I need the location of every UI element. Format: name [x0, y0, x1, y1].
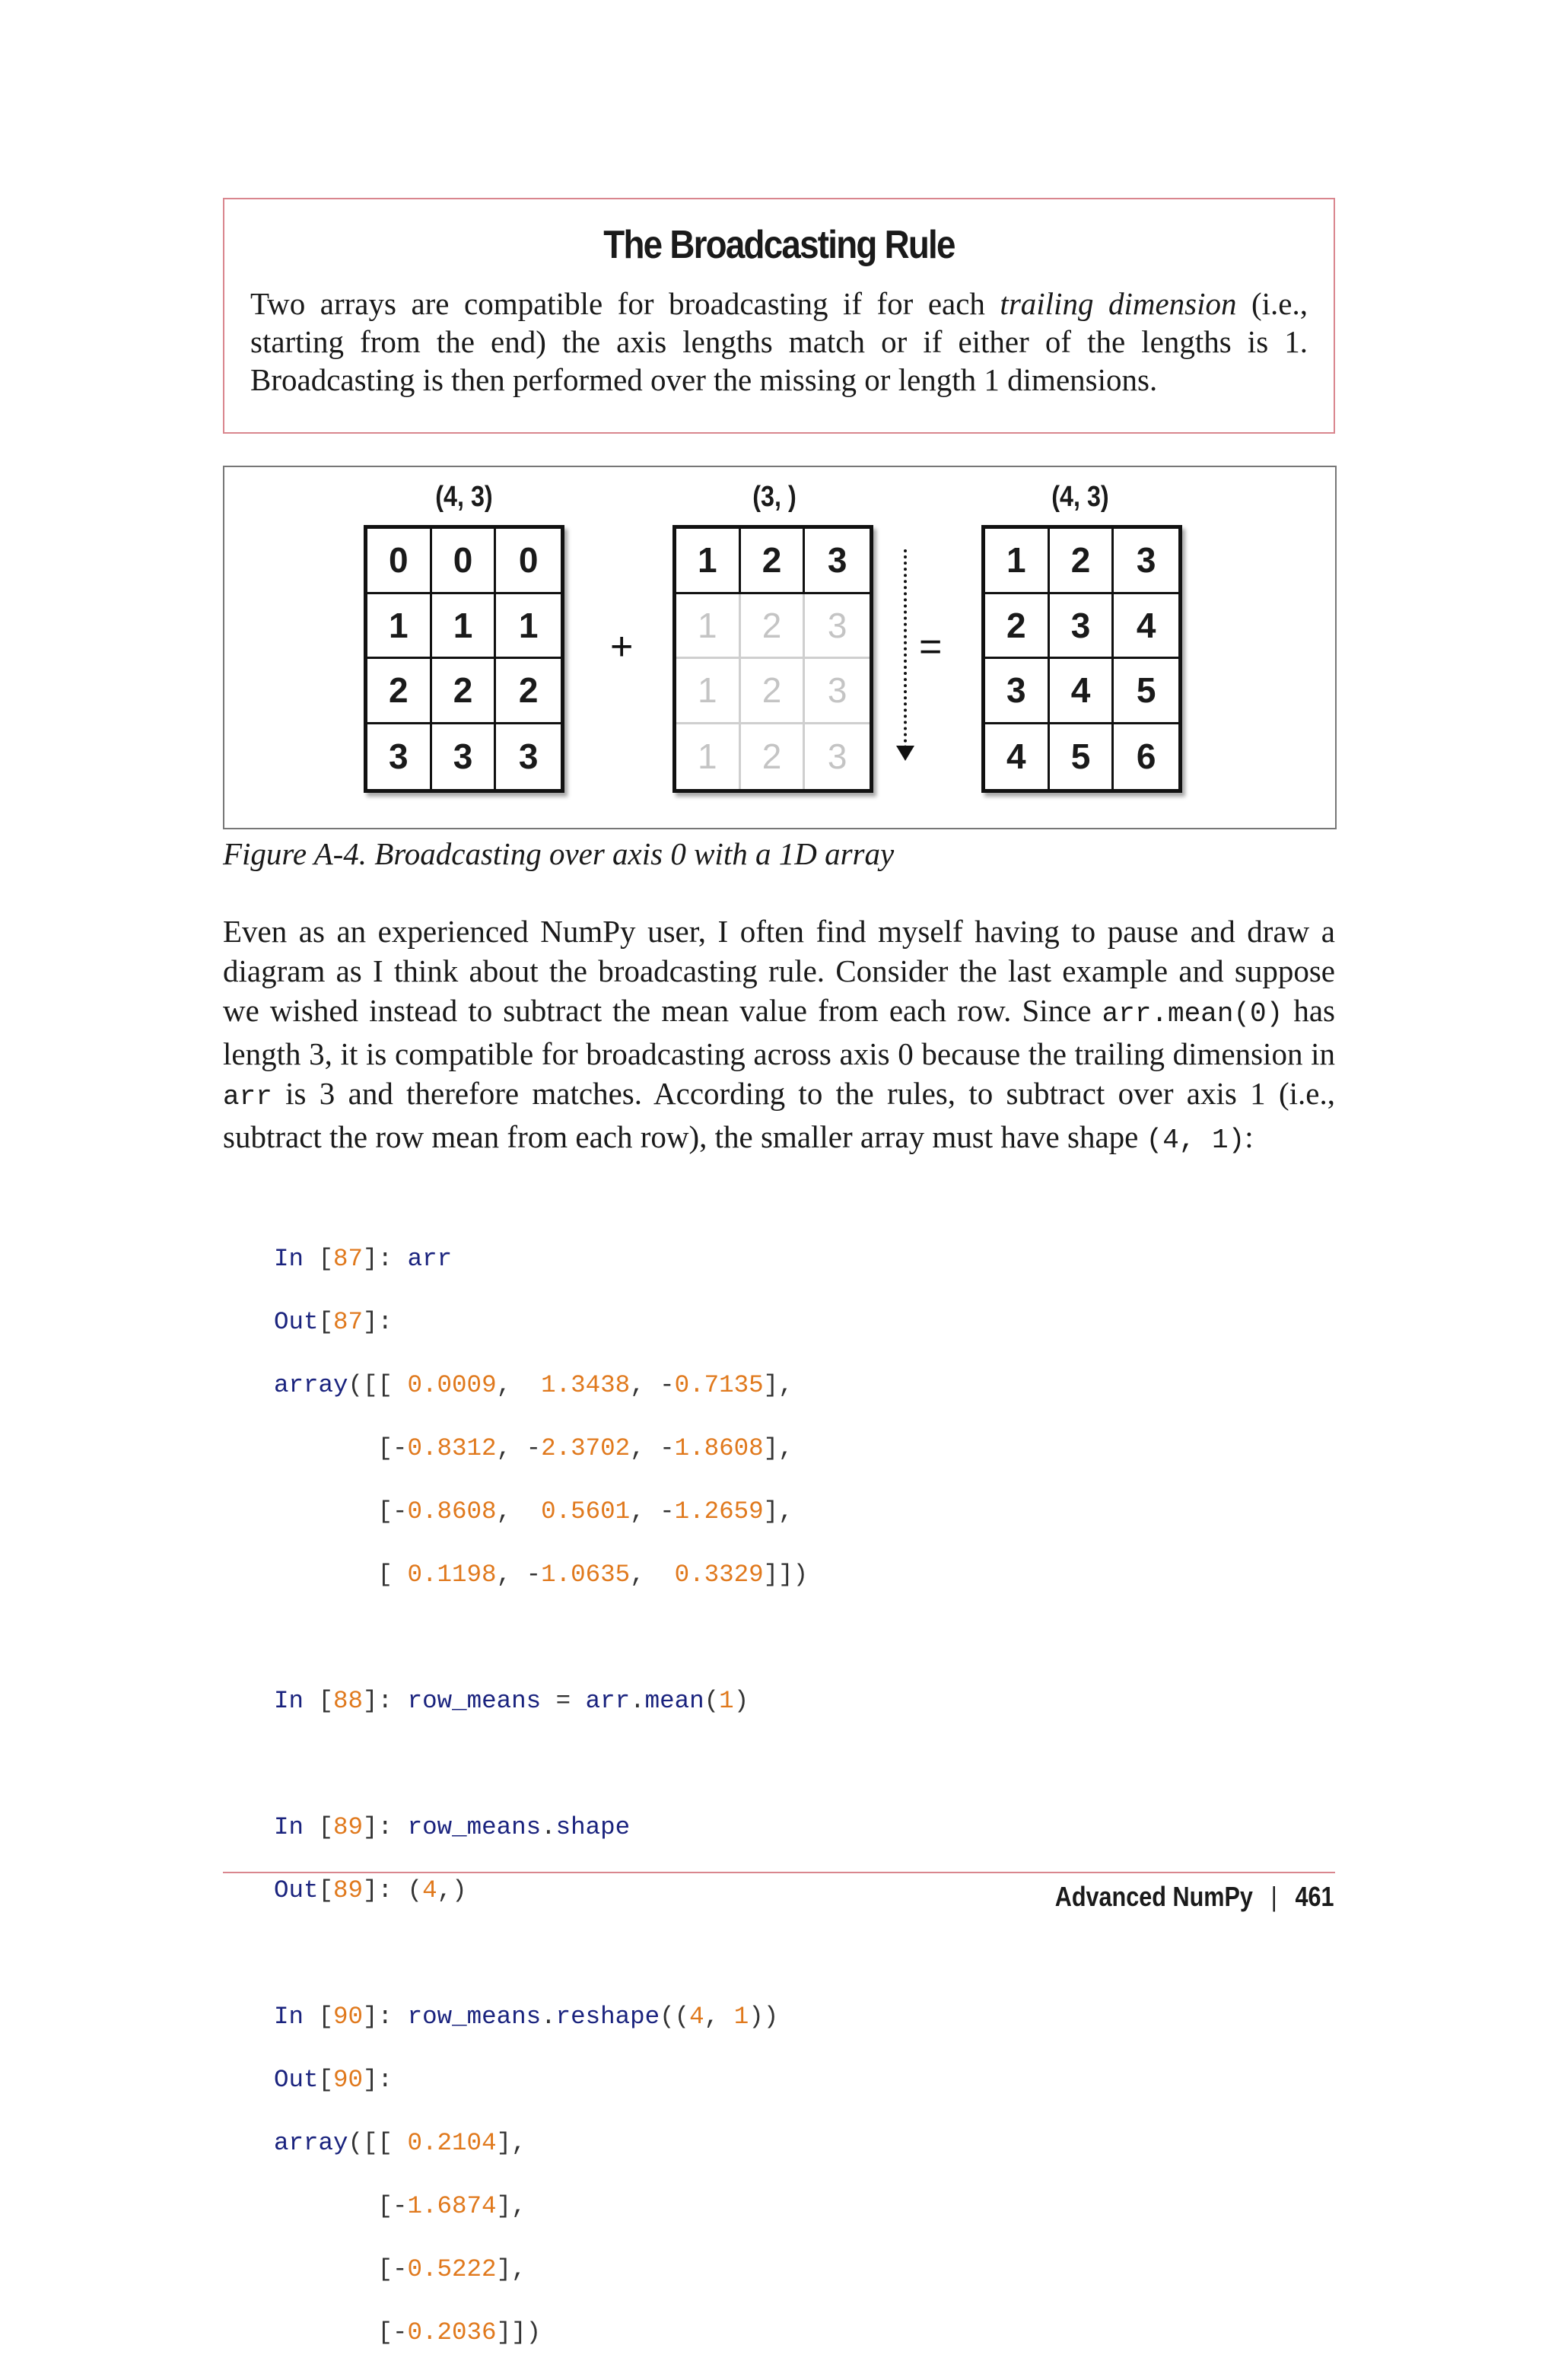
array-cell: 1 — [676, 594, 741, 660]
sidebar-body-italic: trailing dimension — [1000, 286, 1237, 321]
equals-operator: = — [919, 625, 943, 669]
sidebar-title: The Broadcasting Rule — [603, 223, 955, 267]
code-line: Out[90]: — [274, 2065, 393, 2094]
code-line: [-0.8608, 0.5601, -1.2659], — [274, 1497, 793, 1526]
shape-label-c: (4, 3) — [1051, 481, 1109, 513]
footer-section: Advanced NumPy — [1055, 1881, 1254, 1912]
plus-operator: + — [610, 625, 634, 669]
array-cell: 4 — [1114, 594, 1178, 660]
array-cell: 2 — [496, 659, 561, 724]
code-line: array([[ 0.2104], — [274, 2128, 526, 2157]
code-line: Out[87]: — [274, 1307, 393, 1336]
array-cell: 2 — [367, 659, 432, 724]
code-line: [-0.5222], — [274, 2254, 526, 2283]
array-grid-c — [981, 525, 1182, 793]
footer-separator: | — [1271, 1881, 1278, 1912]
broadcast-arrow-line — [904, 549, 907, 755]
array-cell: 2 — [741, 659, 806, 724]
code-line: In [90]: row_means.reshape((4, 1)) — [274, 2002, 779, 2031]
array-cell: 3 — [827, 737, 847, 777]
array-cell: 0 — [432, 529, 497, 594]
array-cell: 1 — [676, 529, 741, 594]
down-arrow-icon — [896, 746, 914, 761]
code-line: [-0.2036]]) — [274, 2318, 542, 2347]
code-blank-line — [274, 1622, 808, 1654]
array-cell: 3 — [805, 659, 870, 724]
array-cell: 4 — [985, 724, 1050, 790]
array-cell: 2 — [741, 594, 806, 660]
array-cell: 1 — [367, 594, 432, 660]
array-cell: 3 — [805, 529, 870, 594]
array-cell: 2 — [1050, 529, 1114, 594]
sidebar-body — [250, 285, 1308, 399]
array-cell: 3 — [805, 594, 870, 660]
code-line: array([[ 0.0009, 1.3438, -0.7135], — [274, 1370, 793, 1399]
code-blank-line — [274, 1748, 808, 1780]
footer-rule — [223, 1872, 1335, 1873]
figure-caption: Figure A-4. Broadcasting over axis 0 with a 1D array — [223, 836, 895, 871]
para-text-4: : — [1245, 1119, 1254, 1154]
array-cell: 2 — [741, 724, 806, 790]
array-cell: 1 — [985, 529, 1050, 594]
inline-code-shape: (4, 1) — [1146, 1125, 1245, 1156]
array-cell: 0 — [496, 529, 561, 594]
array-cell: 1 — [676, 659, 741, 724]
code-blank-line — [274, 1938, 808, 1970]
array-grid-b — [672, 525, 873, 793]
code-line: In [89]: row_means.shape — [274, 1812, 631, 1841]
array-grid-a — [364, 525, 564, 793]
array-cell: 2 — [985, 594, 1050, 660]
code-line: [-1.6874], — [274, 2191, 526, 2220]
array-cell: 3 — [1114, 529, 1178, 594]
array-cell: 4 — [1050, 659, 1114, 724]
body-paragraph — [223, 912, 1335, 1160]
sidebar-body-end: (i.e., starting from the end) the axis lengths match or if either of the lengths is 1. Broadcasting is then performed over the missing or length 1 dimensions. — [250, 286, 1308, 397]
code-line: In [88]: row_means = arr.mean(1) — [274, 1686, 749, 1715]
code-line: Out[89]: (4,) — [274, 1876, 467, 1904]
array-cell: 1 — [432, 594, 497, 660]
page-footer — [1055, 1881, 1334, 1913]
broadcasting-rule-sidebar — [223, 198, 1335, 434]
code-line: [-0.8312, -2.3702, -1.8608], — [274, 1433, 793, 1462]
para-text-3: is 3 and therefore matches. According to the rules, to subtract over axis 1 (i.e., subtract the row mean from each row), the smaller array must have shape — [223, 1076, 1335, 1154]
code-block — [274, 1211, 808, 2380]
array-cell: 0 — [367, 529, 432, 594]
array-cell: 3 — [985, 659, 1050, 724]
array-cell: 1 — [676, 724, 741, 790]
array-cell: 3 — [367, 724, 432, 790]
inline-code-arr: arr — [223, 1081, 272, 1112]
array-cell: 5 — [1114, 659, 1178, 724]
code-line: In [87]: arr — [274, 1244, 453, 1273]
array-cell: 3 — [518, 737, 539, 777]
code-line: [ 0.1198, -1.0635, 0.3329]]) — [274, 1560, 809, 1589]
para-text-2: has length 3, it is compatible for broadcasting across axis 0 because the trailing dimension in — [223, 993, 1335, 1071]
shape-label-a: (4, 3) — [435, 481, 493, 513]
sidebar-body-start: Two arrays are compatible for broadcasting if for each — [250, 286, 1000, 321]
para-text-1: Even as an experienced NumPy user, I often find myself having to pause and draw a diagram as I think about the broadcasting rule. Consider the last example and suppose we wished instead to subtract the mean value from each row. Since — [223, 914, 1335, 1028]
page-number: 461 — [1295, 1881, 1334, 1912]
array-cell: 2 — [432, 659, 497, 724]
array-cell: 3 — [1050, 594, 1114, 660]
array-cell: 1 — [496, 594, 561, 660]
array-cell: 5 — [1050, 724, 1114, 790]
array-cell: 2 — [741, 529, 806, 594]
array-cell: 3 — [432, 724, 497, 790]
shape-label-b: (3, ) — [752, 481, 796, 513]
array-cell: 6 — [1136, 737, 1156, 777]
inline-code-arr-mean: arr.mean(0) — [1102, 998, 1283, 1029]
